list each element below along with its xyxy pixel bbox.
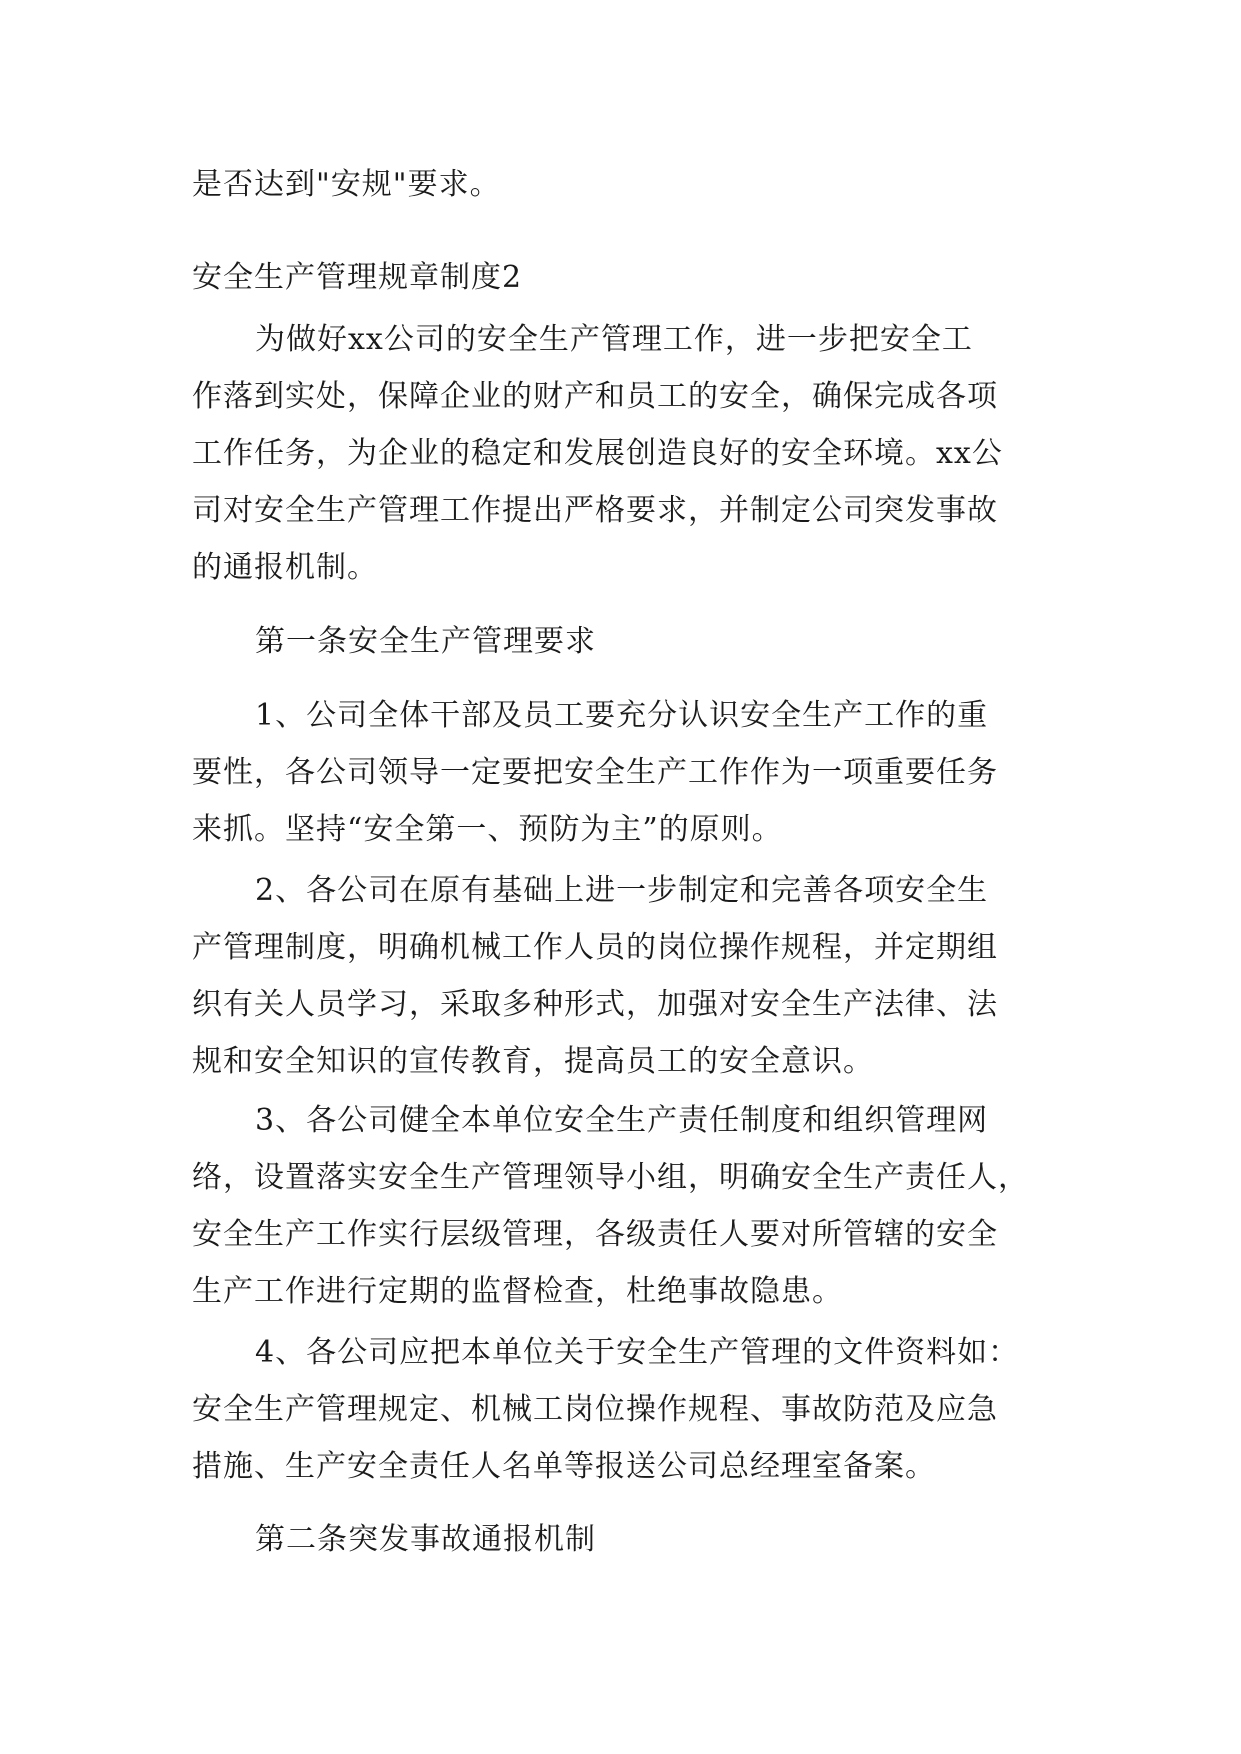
text-line: 生产工作进行定期的监督检查，杜绝事故隐患。 xyxy=(192,1274,843,1309)
text-line: 规和安全知识的宣传教育，提高员工的安全意识。 xyxy=(192,1044,874,1079)
text-line: 工作任务，为企业的稳定和发展创造良好的安全环境。xx公 xyxy=(192,436,1003,471)
text-line: 作落到实处，保障企业的财产和员工的安全，确保完成各项 xyxy=(192,379,998,414)
text-line: 司对安全生产管理工作提出严格要求，并制定公司突发事故 xyxy=(192,493,998,528)
text-line: 为做好xx公司的安全生产管理工作，进一步把安全工 xyxy=(255,322,973,357)
text-line: 1、公司全体干部及员工要充分认识安全生产工作的重 xyxy=(255,698,989,733)
article-heading: 第二条突发事故通报机制 xyxy=(255,1522,596,1557)
text-line: 是否达到"安规"要求。 xyxy=(192,167,501,202)
text-line: 安全生产管理规定、机械工岗位操作规程、事故防范及应急 xyxy=(192,1392,998,1427)
section-heading: 安全生产管理规章制度2 xyxy=(192,260,523,295)
article-heading: 第一条安全生产管理要求 xyxy=(255,624,596,659)
text-line: 安全生产工作实行层级管理，各级责任人要对所管辖的安全 xyxy=(192,1217,998,1252)
text-line: 要性，各公司领导一定要把安全生产工作作为一项重要任务 xyxy=(192,755,998,790)
text-line: 3、各公司健全本单位安全生产责任制度和组织管理网 xyxy=(255,1103,989,1138)
text-line: 来抓。坚持“安全第一、预防为主”的原则。 xyxy=(192,812,783,847)
text-line: 2、各公司在原有基础上进一步制定和完善各项安全生 xyxy=(255,873,989,908)
text-line: 织有关人员学习，采取多种形式，加强对安全生产法律、法 xyxy=(192,987,998,1022)
text-line: 的通报机制。 xyxy=(192,550,378,585)
text-line: 措施、生产安全责任人名单等报送公司总经理室备案。 xyxy=(192,1449,936,1484)
text-line: 络，设置落实安全生产管理领导小组，明确安全生产责任人， xyxy=(192,1160,1029,1195)
text-line: 4、各公司应把本单位关于安全生产管理的文件资料如： xyxy=(255,1335,1020,1370)
text-line: 产管理制度，明确机械工作人员的岗位操作规程，并定期组 xyxy=(192,930,998,965)
